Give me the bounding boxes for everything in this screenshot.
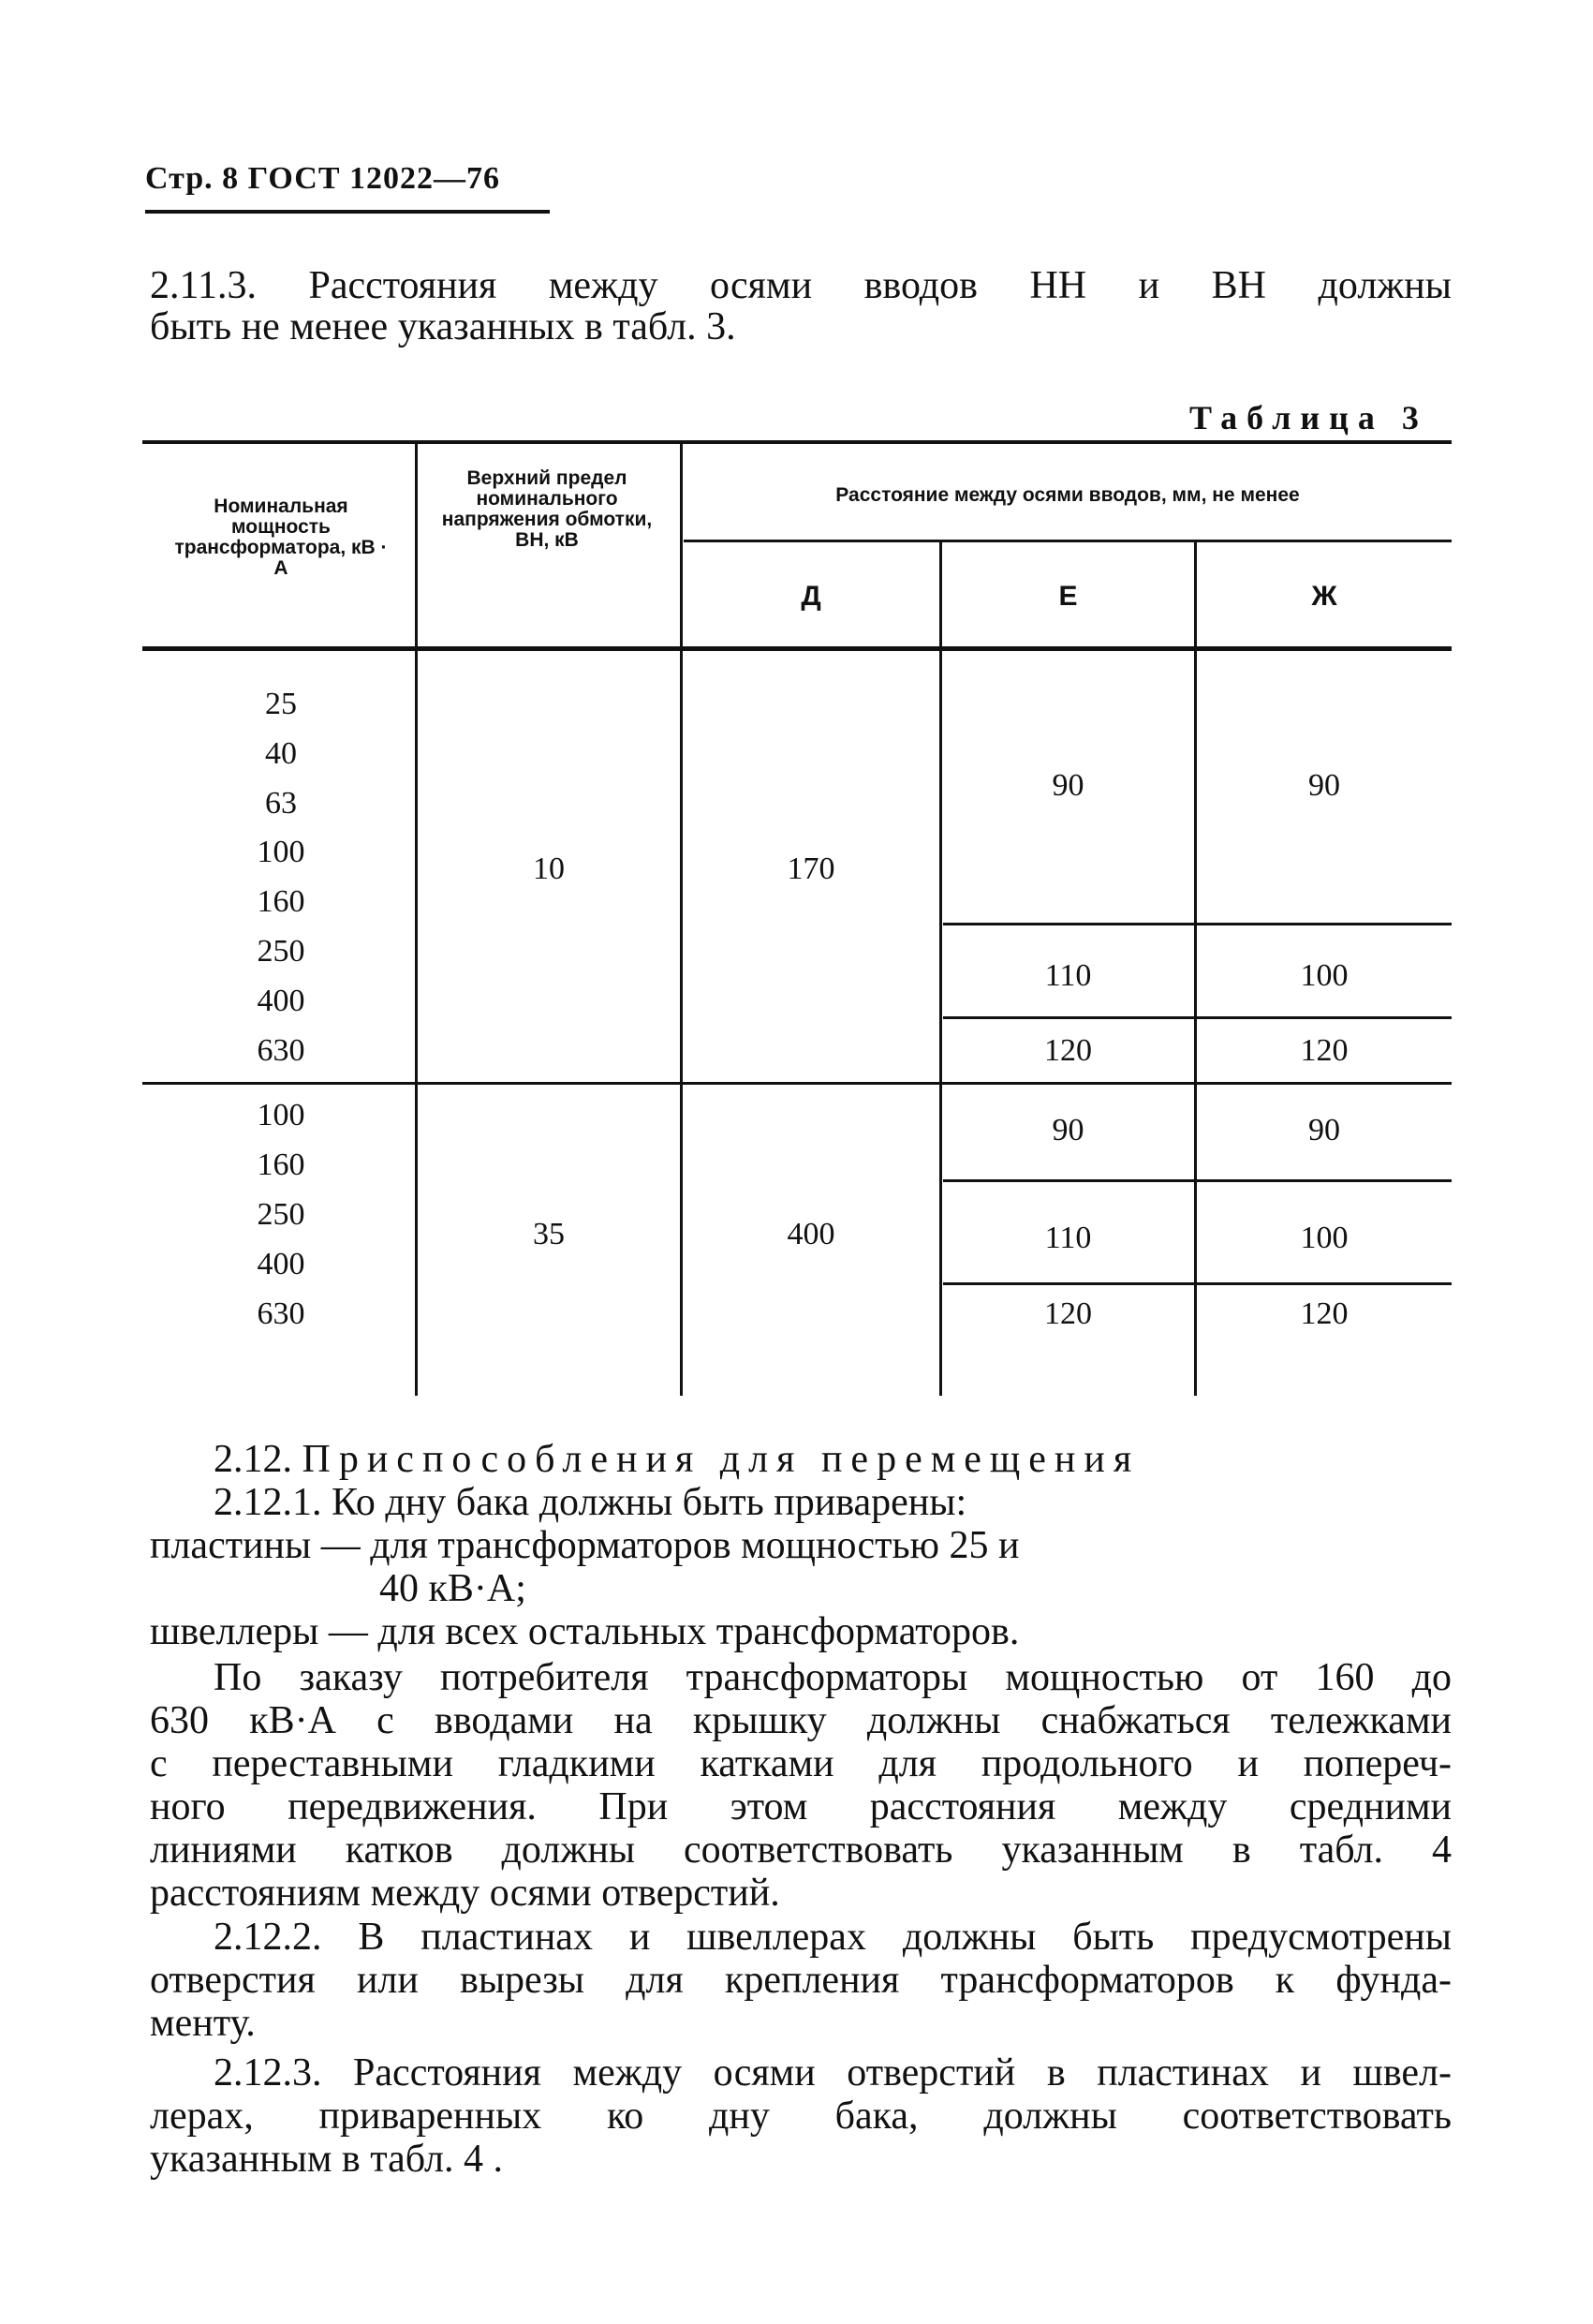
subheader-e: Е [1058,581,1078,612]
g2-voltage: 35 [533,1217,565,1251]
order-line-2: 630 кВ·А с вводами на крышку должны снабжаться тележками [150,1699,1452,1742]
g1-zh-3: 120 [1300,1033,1349,1068]
g2-e-1: 90 [1052,1113,1084,1147]
g1-power-4: 100 [257,835,305,869]
g2-e-3: 120 [1044,1296,1092,1331]
g2-e-2: 110 [1044,1221,1092,1255]
g1-power-5: 160 [257,884,305,919]
g2-power-3: 250 [257,1197,305,1232]
g2-power-4: 400 [257,1247,305,1281]
order-line-4: ного передвижения. При этом расстояния между средними [150,1785,1452,1828]
vrule-1-header [415,444,418,646]
vrule-4-header [1194,542,1197,646]
g1-zh-1: 90 [1308,768,1340,803]
g1-d: 170 [787,851,835,886]
g1-power-2: 40 [265,736,297,771]
plates-line-1: пластины — для трансформаторов мощностью 25 и [150,1524,1020,1567]
vrule-1-body [415,651,418,1396]
row-rule-g2-b [943,1282,1452,1285]
g1-power-8: 630 [257,1033,305,1068]
header-bottom-rule [142,646,1452,651]
group-divider-rule [142,1082,1452,1085]
g1-e-1: 90 [1052,768,1084,803]
s2122-line-2: отверстия или вырезы для крепления трансформаторов к фунда- [150,1959,1452,2002]
plates-line-2: 40 кВ·А; [379,1567,526,1610]
order-line-3: с переставными гладкими катками для продольного и попереч- [150,1742,1452,1785]
g1-zh-2: 100 [1300,958,1349,993]
g2-zh-2: 100 [1300,1221,1349,1255]
section-2-12-1: 2.12.1. Ко дну бака должны быть приварены: [214,1481,967,1524]
table-caption: Таблица 3 [1189,399,1428,437]
vrule-2-header [680,444,683,646]
s2122-line-1: 2.12.2. В пластинах и швеллерах должны быть предусмотрены [214,1916,1452,1959]
s2122-line-3: менту. [150,2002,256,2045]
g2-power-2: 160 [257,1147,305,1182]
g1-voltage: 10 [533,851,565,886]
header-rule [145,210,550,214]
g2-d: 400 [787,1217,835,1251]
vrule-2-body [680,651,683,1396]
s2123-line-2: лерах, приваренных ко дну бака, должны соответствовать [150,2095,1452,2138]
channels-line: швеллеры — для всех остальных трансформаторов. [150,1610,1020,1653]
g1-power-1: 25 [265,687,297,721]
subheader-zh: Ж [1311,581,1337,612]
g2-zh-3: 120 [1300,1296,1349,1331]
subheader-rule [684,540,1452,542]
g1-e-3: 120 [1044,1033,1092,1068]
subheader-d: Д [801,581,821,612]
page-header: Стр. 8 ГОСТ 12022—76 [145,161,501,196]
vrule-4-body [1194,651,1197,1396]
table-top-rule [142,440,1452,444]
g1-power-6: 250 [257,934,305,969]
section-2-12-title: Приспособления для перемещения [302,1438,1141,1481]
g1-power-3: 63 [265,786,297,821]
header-power: Номинальная мощность трансформатора, кВ · А [174,496,388,579]
section-2-12-number: 2.12. [214,1438,292,1481]
g1-e-2: 110 [1044,958,1092,993]
g2-zh-1: 90 [1308,1113,1340,1147]
header-voltage: Верхний предел номинального напряжения обмотки, ВН, кВ [441,467,653,551]
intro-line-2: быть не менее указанных в табл. 3. [150,305,736,348]
s2123-line-3: указанным в табл. 4 . [150,2138,504,2181]
intro-line-1: 2.11.3. Расстояния между осями вводов НН и ВН должны [150,264,1452,307]
section-2-12-heading [214,1438,1452,1481]
vrule-3-body [939,651,942,1396]
row-rule-g1-a [943,923,1452,925]
row-rule-g1-b [943,1016,1452,1019]
header-distance: Расстояние между осями вводов, мм, не менее [835,484,1300,506]
g2-power-1: 100 [257,1098,305,1132]
row-rule-g2-a [943,1179,1452,1182]
order-line-6: расстояниям между осями отверстий. [150,1872,780,1915]
order-line-5: линиями катков должны соответствовать указанным в табл. 4 [150,1828,1452,1872]
order-line-1: По заказу потребителя трансформаторы мощностью от 160 до [214,1656,1452,1699]
s2123-line-1: 2.12.3. Расстояния между осями отверстий в пластинах и швел- [214,2051,1452,2095]
g1-power-7: 400 [257,984,305,1018]
vrule-3-header [939,542,942,646]
g2-power-5: 630 [257,1296,305,1331]
